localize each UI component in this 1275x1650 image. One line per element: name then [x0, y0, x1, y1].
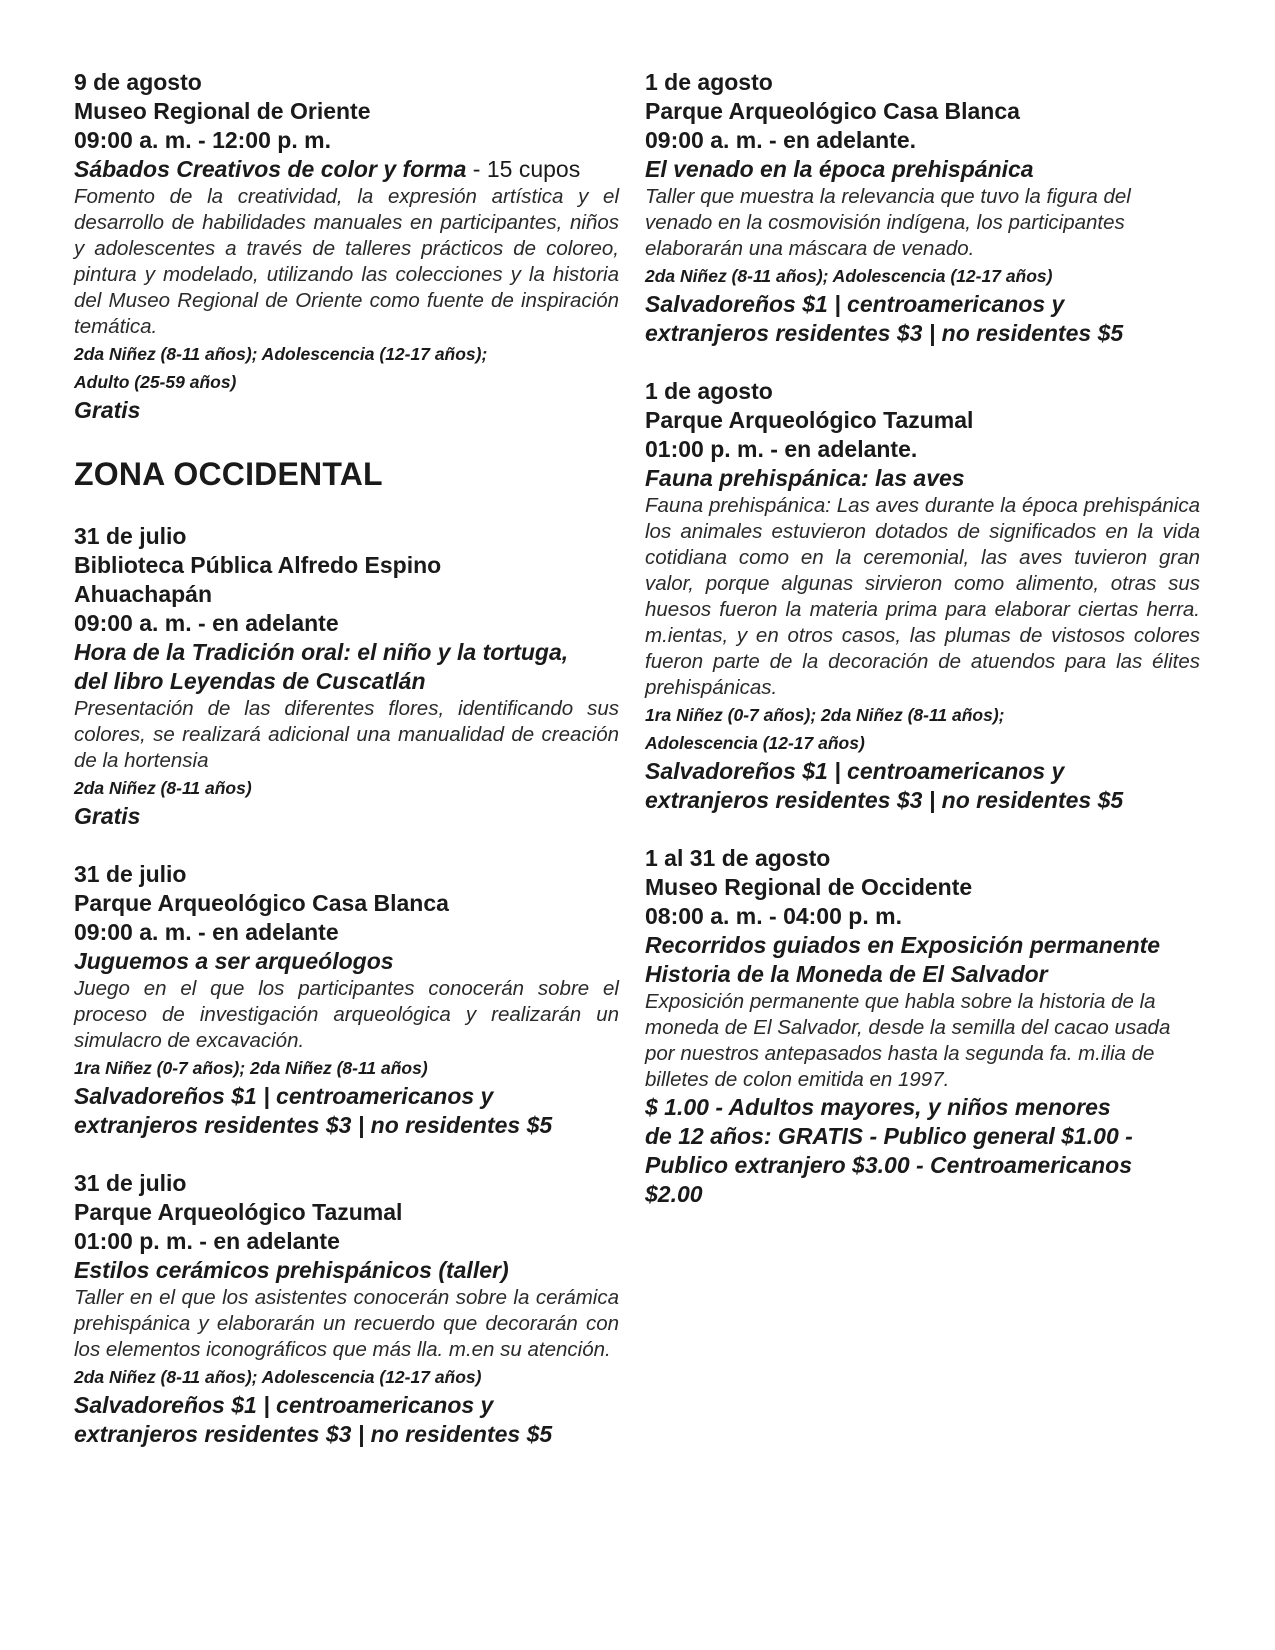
- event-capacity: - 15 cupos: [466, 156, 581, 182]
- event-price: Publico extranjero $3.00 - Centroamericanos: [645, 1152, 1133, 1178]
- event-time: 09:00 a. m. - en adelante: [74, 610, 339, 636]
- event-price: extranjeros residentes $3 | no residentes $5: [645, 320, 1124, 346]
- event-tazumal-aves: [645, 377, 1200, 815]
- event-venue: Museo Regional de Oriente: [74, 98, 371, 124]
- event-description: Fomento de la creatividad, la expresión artística y el desarrollo de habilidades manuales en participantes, niños y adolescentes a través de talleres prácticos de coloreo, pintura y modelado, utilizando las colecciones y la historia del Museo Regional de Oriente como fuente de inspiración temática.: [74, 185, 619, 338]
- event-audience: Adolescencia (12-17 años): [645, 733, 865, 753]
- event-audience: 2da Niñez (8-11 años); Adolescencia (12-17 años): [74, 1367, 482, 1387]
- event-audience: 1ra Niñez (0-7 años); 2da Niñez (8-11 años);: [645, 705, 1005, 725]
- event-title: Juguemos a ser arqueólogos: [74, 948, 394, 974]
- event-price: extranjeros residentes $3 | no residentes $5: [645, 787, 1124, 813]
- event-date: 1 de agosto: [645, 378, 773, 404]
- event-price: de 12 años: GRATIS - Publico general $1.00 -: [645, 1123, 1133, 1149]
- event-time: 09:00 a. m. - en adelante.: [645, 127, 917, 153]
- event-time: 01:00 p. m. - en adelante.: [645, 436, 918, 462]
- event-date: 1 de agosto: [645, 69, 773, 95]
- event-title: del libro Leyendas de Cuscatlán: [74, 668, 426, 694]
- event-description: Fauna prehispánica: Las aves durante la época prehispánica los animales estuvieron dotados de significados en la vida cotidiana como en la ceremonial, las aves tuvieron gran valor, porque algunas sirvieron como alimento, otras sus huesos fueron la materia prima para elaborar ciertas herra. m.ientas, y en otros casos, las plumas de vistosos colores fueron parte de la decoración de atuendos para las élites prehispánicas.: [645, 494, 1200, 699]
- event-title: El venado en la época prehispánica: [645, 156, 1034, 182]
- event-title: Historia de la Moneda de El Salvador: [645, 961, 1048, 987]
- event-date: 1 al 31 de agosto: [645, 845, 831, 871]
- event-venue-city: Ahuachapán: [74, 581, 213, 607]
- event-title: Recorridos guiados en Exposición permanente: [645, 932, 1161, 958]
- event-audience: Adulto (25-59 años): [74, 372, 237, 392]
- event-price: $2.00: [645, 1181, 703, 1207]
- event-time: 09:00 a. m. - 12:00 p. m.: [74, 127, 331, 153]
- event-description: Juego en el que los participantes conocerán sobre el proceso de investigación arqueológica y realizarán un simulacro de excavación.: [74, 977, 619, 1052]
- event-casa-blanca-venado: [645, 68, 1200, 348]
- zone-heading: ZONA OCCIDENTAL: [74, 456, 383, 492]
- event-description: Taller que muestra la relevancia que tuvo la figura del venado en la cosmovisión indígena, los participantes elaborarán una máscara de venado.: [645, 185, 1131, 260]
- event-venue: Biblioteca Pública Alfredo Espino: [74, 552, 442, 578]
- event-time: 09:00 a. m. - en adelante: [74, 919, 339, 945]
- event-audience: 2da Niñez (8-11 años): [74, 778, 252, 798]
- event-museo-occidente: [645, 844, 1200, 1209]
- event-venue: Parque Arqueológico Tazumal: [74, 1199, 403, 1225]
- event-museo-oriente: [74, 68, 619, 425]
- event-audience: 2da Niñez (8-11 años); Adolescencia (12-17 años);: [74, 344, 488, 364]
- event-date: 31 de julio: [74, 1170, 187, 1196]
- right-column: [645, 68, 1200, 1238]
- event-casa-blanca-arqueologos: [74, 860, 619, 1140]
- event-price: Salvadoreños $1 | centroamericanos y: [645, 291, 1065, 317]
- event-price: extranjeros residentes $3 | no residentes $5: [74, 1112, 553, 1138]
- event-title-row: [74, 155, 619, 184]
- event-audience: 2da Niñez (8-11 años); Adolescencia (12-17 años): [645, 266, 1053, 286]
- event-price: Gratis: [74, 397, 141, 423]
- event-date: 31 de julio: [74, 861, 187, 887]
- event-price: extranjeros residentes $3 | no residentes $5: [74, 1421, 553, 1447]
- event-venue: Parque Arqueológico Casa Blanca: [74, 890, 449, 916]
- event-date: 31 de julio: [74, 523, 187, 549]
- event-audience: 1ra Niñez (0-7 años); 2da Niñez (8-11 años): [74, 1058, 428, 1078]
- event-venue: Museo Regional de Occidente: [645, 874, 973, 900]
- event-description: Presentación de las diferentes flores, identificando sus colores, se realizará adicional una manualidad de creación de la hortensia: [74, 697, 619, 772]
- event-biblioteca-espino: [74, 522, 619, 831]
- event-venue: Parque Arqueológico Casa Blanca: [645, 98, 1020, 124]
- event-time: 01:00 p. m. - en adelante: [74, 1228, 340, 1254]
- event-price: $ 1.00 - Adultos mayores, y niños menores: [645, 1094, 1111, 1120]
- event-tazumal-ceramicos: [74, 1169, 619, 1449]
- event-description: Taller en el que los asistentes conocerán sobre la cerámica prehispánica y elaborarán un recuerdo que decorarán con los elementos iconográficos que más lla. m.en su atención.: [74, 1286, 619, 1361]
- event-price: Salvadoreños $1 | centroamericanos y: [74, 1392, 494, 1418]
- event-time: 08:00 a. m. - 04:00 p. m.: [645, 903, 902, 929]
- left-column: [74, 68, 619, 1478]
- event-title: Fauna prehispánica: las aves: [645, 465, 965, 491]
- event-title: Sábados Creativos de color y forma: [74, 156, 467, 182]
- event-price: Salvadoreños $1 | centroamericanos y: [645, 758, 1065, 784]
- event-price: Gratis: [74, 803, 141, 829]
- event-description: Exposición permanente que habla sobre la historia de la moneda de El Salvador, desde la semilla del cacao usada por nuestros antepasados hasta la segunda fa. m.ilia de billetes de colon emitida en 1997.: [645, 990, 1171, 1091]
- event-venue: Parque Arqueológico Tazumal: [645, 407, 974, 433]
- event-title: Hora de la Tradición oral: el niño y la tortuga,: [74, 639, 569, 665]
- event-price: Salvadoreños $1 | centroamericanos y: [74, 1083, 494, 1109]
- event-title: Estilos cerámicos prehispánicos (taller): [74, 1257, 509, 1283]
- event-date: 9 de agosto: [74, 69, 202, 95]
